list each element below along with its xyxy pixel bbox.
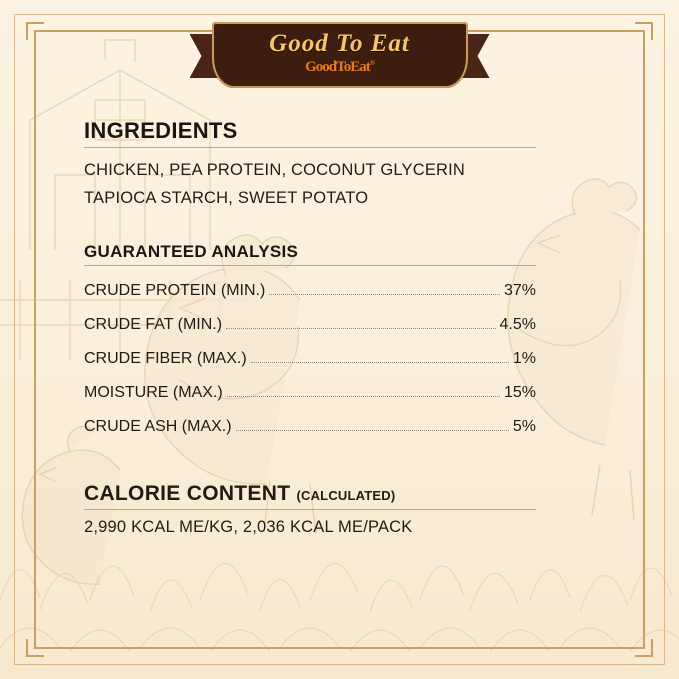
label-content [84,118,536,543]
calorie-content-divider [84,509,536,510]
analysis-value: 1% [512,350,536,367]
brand-logomark [212,59,468,76]
guaranteed-analysis-divider [84,265,536,266]
brand-logomark-text: GoodToEat [305,59,370,75]
analysis-value: 5% [512,418,536,435]
corner-ornament-bottom-left [26,639,44,657]
banner-plate [212,22,468,88]
ingredients-line-2: TAPIOCA STARCH, SWEET POTATO [84,189,369,207]
corner-ornament-bottom-right [635,639,653,657]
analysis-value: 15% [503,384,536,401]
guaranteed-analysis-section [84,242,536,444]
analysis-row [84,376,536,410]
leader-dots [226,327,495,329]
ingredients-line-1: CHICKEN, PEA PROTEIN, COCONUT GLYCERIN [84,161,466,179]
guaranteed-analysis-heading: GUARANTEED ANALYSIS [84,242,299,261]
analysis-row [84,342,536,376]
analysis-label: CRUDE ASH (MAX.) [84,418,232,435]
corner-ornament-top-right [635,22,653,40]
leader-dots [236,429,509,431]
calorie-content-heading [84,482,536,506]
ingredients-section [84,118,536,212]
calorie-content-title: CALORIE CONTENT [84,482,291,505]
brand-banner [190,16,490,94]
analysis-row [84,308,536,342]
analysis-label: CRUDE FIBER (MAX.) [84,350,247,367]
analysis-label: CRUDE FAT (MIN.) [84,316,223,333]
calorie-content-section [84,482,536,537]
trademark-symbol: ® [369,59,374,67]
leader-dots [251,361,509,363]
ingredients-heading: INGREDIENTS [84,118,238,143]
calorie-content-qualifier: (CALCULATED) [296,488,396,503]
analysis-label: CRUDE PROTEIN (MIN.) [84,282,266,299]
leader-dots [227,395,500,397]
ingredients-divider [84,147,536,148]
corner-ornament-top-left [26,22,44,40]
analysis-value: 37% [503,282,536,299]
leader-dots [269,293,500,295]
calorie-content-value: 2,990 KCAL ME/KG, 2,036 KCAL ME/PACK [84,518,413,536]
analysis-row [84,274,536,308]
brand-title: Good To Eat [269,30,410,57]
analysis-row [84,410,536,444]
analysis-label: MOISTURE (MAX.) [84,384,223,401]
analysis-value: 4.5% [499,316,536,333]
